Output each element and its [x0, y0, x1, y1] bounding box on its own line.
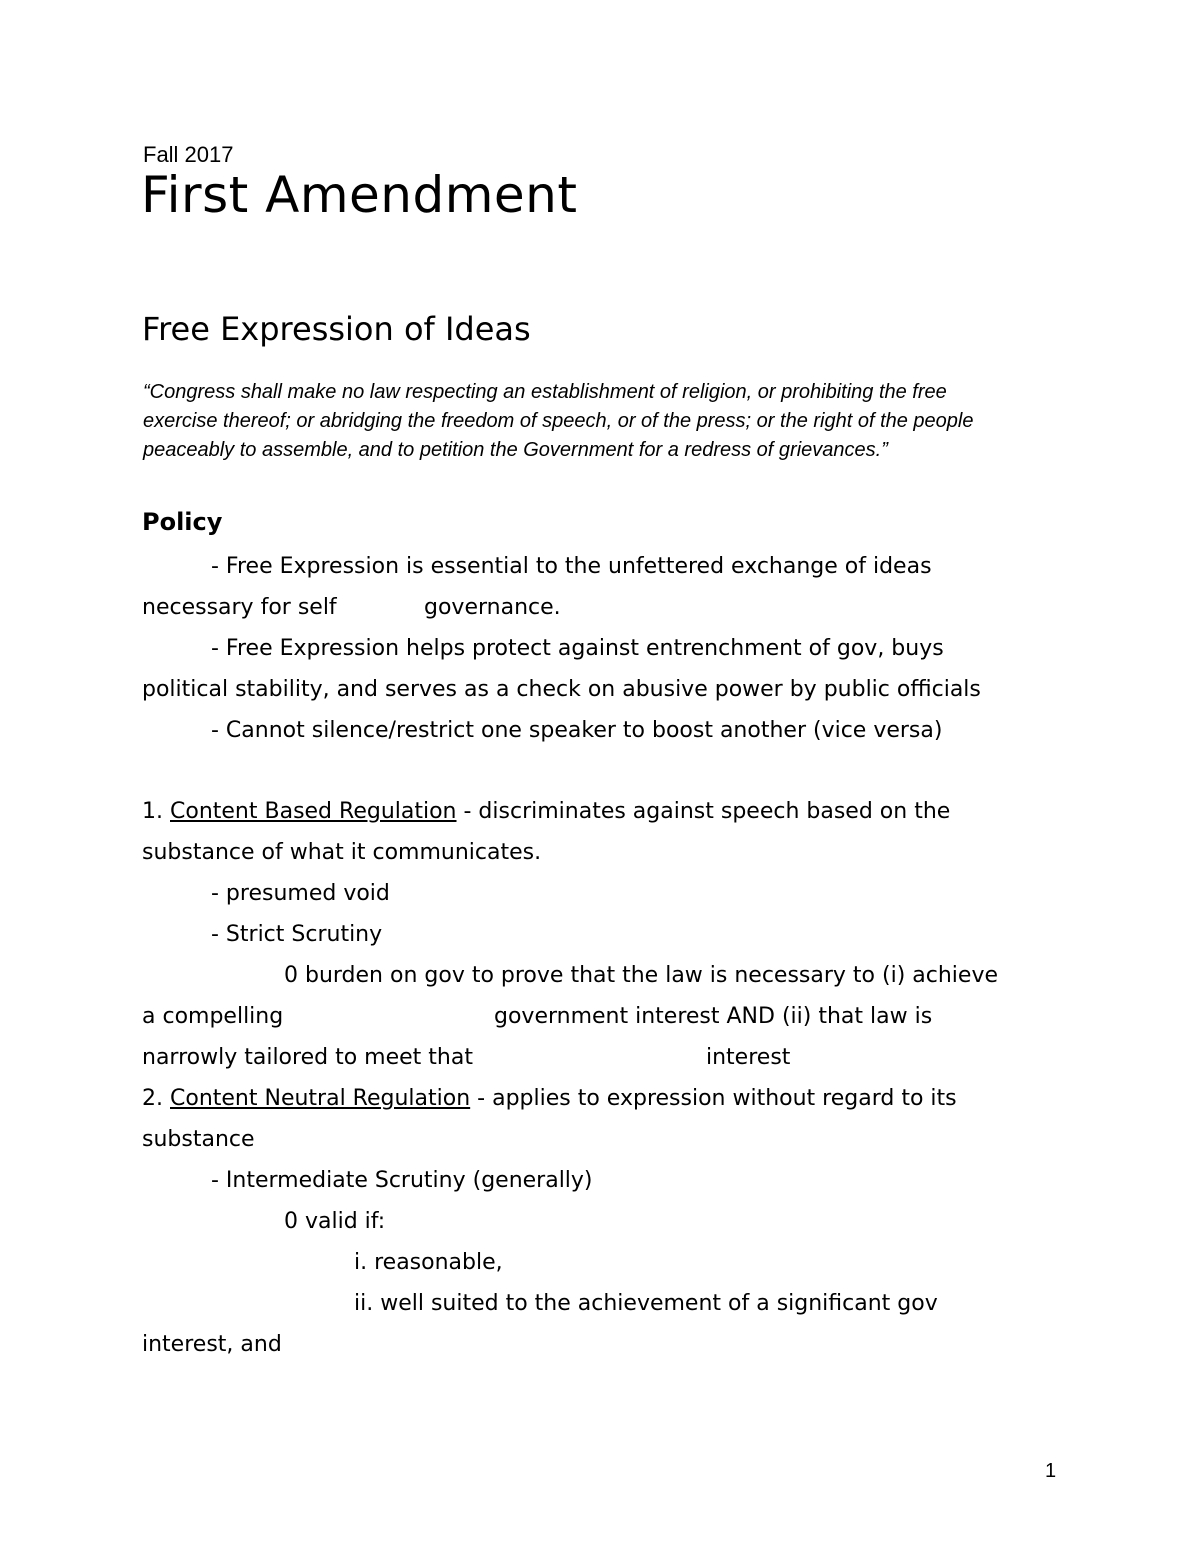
content-neutral-definition-cont: substance: [142, 1127, 255, 1152]
item-number: 2.: [142, 1086, 163, 1111]
policy-point-2-cont: political stability, and serves as a check on abusive power by public officials: [142, 677, 981, 702]
content-based-term: Content Based Regulation: [170, 799, 457, 824]
document-title: First Amendment: [141, 166, 578, 224]
content-neutral-heading: [142, 1086, 957, 1111]
policy-point-1-cont-2: governance.: [424, 595, 561, 620]
policy-point-2: - Free Expression helps protect against entrenchment of gov, buys: [211, 636, 944, 661]
content-based-bullet-2: - Strict Scrutiny: [211, 922, 383, 947]
section-heading: Free Expression of Ideas: [142, 310, 531, 348]
condition-i: i. reasonable,: [354, 1250, 503, 1275]
item-number: 1.: [142, 799, 163, 824]
condition-ii: ii. well suited to the achievement of a significant gov: [354, 1291, 938, 1316]
strict-scrutiny-detail-cont-3: narrowly tailored to meet that: [142, 1045, 473, 1070]
quote-line-1: “Congress shall make no law respecting an establishment of religion, or prohibiting the free: [143, 381, 947, 403]
strict-scrutiny-detail: 0 burden on gov to prove that the law is necessary to (i) achieve: [284, 963, 999, 988]
policy-point-1: - Free Expression is essential to the unfettered exchange of ideas: [211, 554, 932, 579]
content-based-definition: - discriminates against speech based on the: [463, 799, 951, 824]
policy-point-3: - Cannot silence/restrict one speaker to boost another (vice versa): [211, 718, 943, 743]
condition-ii-cont: interest, and: [142, 1332, 282, 1357]
intermediate-scrutiny-detail: 0 valid if:: [284, 1209, 386, 1234]
content-based-heading: [142, 799, 950, 824]
quote-line-3: peaceably to assemble, and to petition the Government for a redress of grievances.”: [143, 439, 888, 461]
quote-line-2: exercise thereof; or abridging the freedom of speech, or of the press; or the right of the people: [143, 410, 974, 432]
content-neutral-bullet-1: - Intermediate Scrutiny (generally): [211, 1168, 593, 1193]
strict-scrutiny-detail-cont-4: interest: [706, 1045, 791, 1070]
page-number: 1: [1045, 1460, 1057, 1482]
content-neutral-term: Content Neutral Regulation: [170, 1086, 471, 1111]
content-based-definition-cont: substance of what it communicates.: [142, 840, 542, 865]
term-label: Fall 2017: [143, 142, 234, 167]
policy-heading: Policy: [142, 508, 223, 536]
content-neutral-definition: - applies to expression without regard to its: [477, 1086, 957, 1111]
policy-point-1-cont: necessary for self: [142, 595, 337, 620]
content-based-bullet-1: - presumed void: [211, 881, 390, 906]
strict-scrutiny-detail-cont-1: a compelling: [142, 1004, 284, 1029]
strict-scrutiny-detail-cont-2: government interest AND (ii) that law is: [494, 1004, 933, 1029]
